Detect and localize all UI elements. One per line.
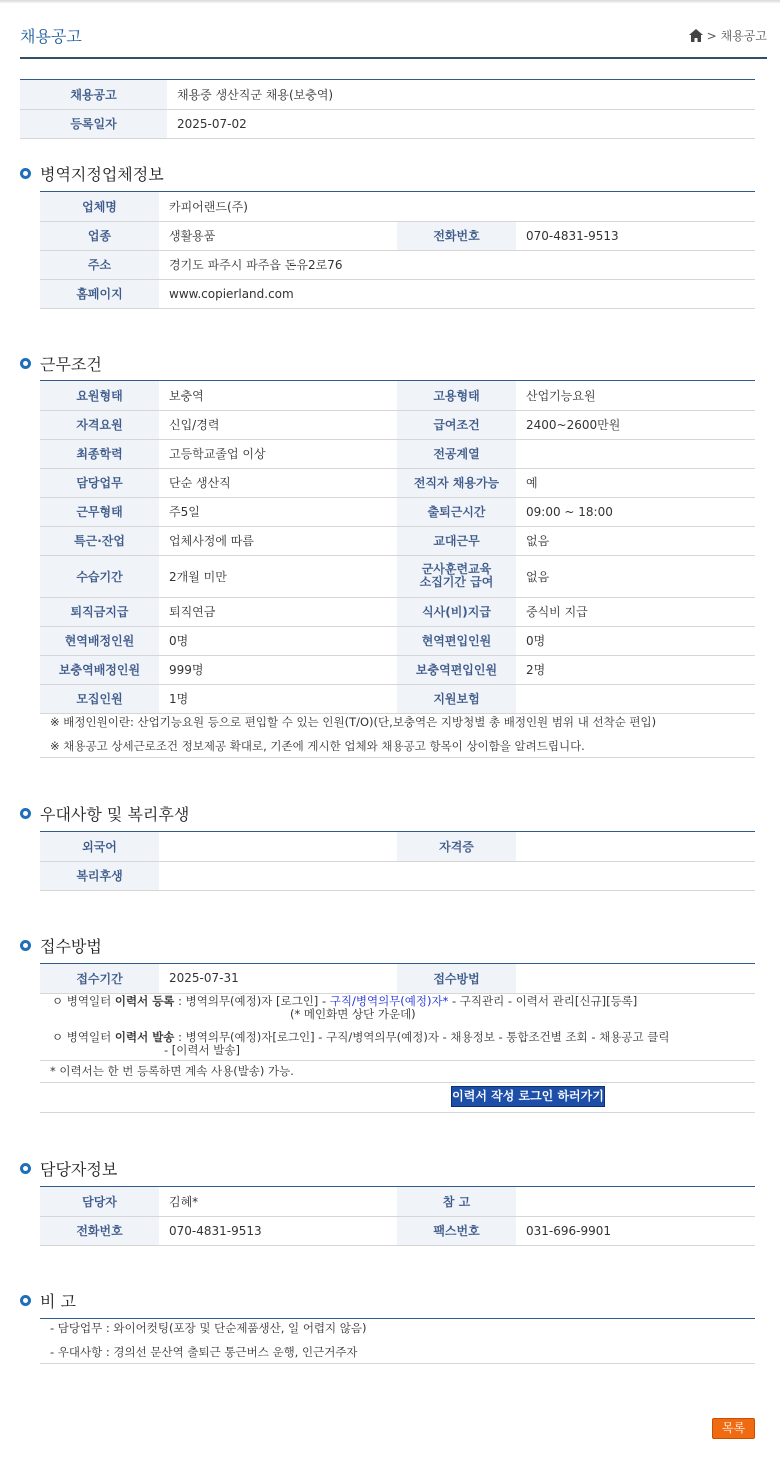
- company-table: [40, 191, 755, 309]
- section-title-company: [20, 162, 164, 185]
- cond-value: 중식비 지급: [516, 597, 755, 626]
- table-row: [40, 468, 755, 497]
- cond-label: 급여조건: [397, 410, 516, 439]
- resume-login-button[interactable]: 이력서 작성 로그인 하러가기: [451, 1086, 605, 1107]
- cond-label-line: 군사훈련교육: [421, 562, 492, 576]
- table-row: [20, 80, 755, 109]
- cond-value: [516, 439, 755, 468]
- table-row: [40, 381, 755, 410]
- section-title-apply: [20, 934, 102, 957]
- remarks-line-2: - 우대사항 : 경의선 문산역 출퇴근 통근버스 운행, 인근거주자: [40, 1344, 755, 1364]
- instruction-send: [40, 1031, 755, 1044]
- cond-label: 식사(비)지급: [397, 597, 516, 626]
- table-row: [40, 1216, 755, 1245]
- page-header: [20, 16, 767, 59]
- cond-value: 999명: [159, 655, 397, 684]
- job-seeker-link[interactable]: 구직/병역의무(예정)자*: [329, 994, 449, 1008]
- apply-table: [40, 963, 755, 994]
- section-title-text: 병역지정업체정보: [40, 165, 164, 184]
- section-title-text: 우대사항 및 복리후생: [40, 805, 190, 824]
- cond-value: 퇴직연금: [159, 597, 397, 626]
- breadcrumb-current: 채용공고: [720, 29, 767, 43]
- cond-value: 없음: [516, 555, 755, 597]
- welfare-label: 복리후생: [40, 861, 159, 890]
- cond-value: 0명: [159, 626, 397, 655]
- cond-label: 특근·잔업: [40, 526, 159, 555]
- list-button[interactable]: 목록: [712, 1418, 755, 1439]
- lang-value: [159, 832, 397, 861]
- table-row: [40, 555, 755, 597]
- cond-label: 수습기간: [40, 555, 159, 597]
- cond-label: 퇴직금지급: [40, 597, 159, 626]
- table-row: [40, 279, 755, 308]
- summary-table: [20, 79, 755, 139]
- cond-label: 최종학력: [40, 439, 159, 468]
- cert-label: 자격증: [397, 832, 516, 861]
- apply-instructions: [40, 995, 755, 1057]
- instruction-text: ㅇ 병역일터: [52, 1030, 115, 1044]
- instruction-bold: 이력서 발송: [114, 1030, 175, 1044]
- cond-label: 고용형태: [397, 381, 516, 410]
- conditions-note-1: ※ 배정인원이란: 산업기능요원 등으로 편입할 수 있는 인원(T/O)(단,보충역은 지방청별 총 배정인원 범위 내 선착순 편입): [50, 715, 657, 729]
- person-value: 김혜*: [159, 1187, 397, 1216]
- cond-value: 주5일: [159, 497, 397, 526]
- section-title-remarks: [20, 1289, 76, 1312]
- table-row: [40, 597, 755, 626]
- cond-label: 모집인원: [40, 684, 159, 713]
- cond-label: 담당업무: [40, 468, 159, 497]
- address-label: 주소: [40, 250, 159, 279]
- period-value: 2025-07-31: [159, 964, 397, 993]
- table-row: [40, 626, 755, 655]
- cond-label: 출퇴근시간: [397, 497, 516, 526]
- company-name-value: 카피어랜드(주): [159, 192, 755, 221]
- table-row: [20, 109, 755, 138]
- cond-label: 보충역배정인원: [40, 655, 159, 684]
- table-row: [40, 439, 755, 468]
- table-row: [40, 655, 755, 684]
- cond-label: 근무형태: [40, 497, 159, 526]
- recruit-value: 채용중 생산직군 채용(보충역): [167, 80, 755, 109]
- bullet-icon: [20, 168, 31, 179]
- table-row: [40, 497, 755, 526]
- table-row: [40, 221, 755, 250]
- instruction-bold: 이력서 등록: [114, 994, 175, 1008]
- phone-label: 전화번호: [397, 221, 516, 250]
- cond-value: 2개월 미만: [159, 555, 397, 597]
- cond-value: 0명: [516, 626, 755, 655]
- reg-date-value: 2025-07-02: [167, 109, 755, 138]
- section-title-text: 담당자정보: [40, 1160, 118, 1179]
- method-label: 접수방법: [397, 964, 516, 993]
- contact-phone-value: 070-4831-9513: [159, 1216, 397, 1245]
- bullet-icon: [20, 1163, 31, 1174]
- cond-label: 보충역편입인원: [397, 655, 516, 684]
- method-value: [516, 964, 755, 993]
- cond-value: 2400~2600만원: [516, 410, 755, 439]
- cond-value: 고등학교졸업 이상: [159, 439, 397, 468]
- cond-value: 2명: [516, 655, 755, 684]
- contact-phone-label: 전화번호: [40, 1216, 159, 1245]
- industry-value: 생활용품: [159, 221, 397, 250]
- section-title-contact: [20, 1157, 117, 1180]
- cond-value: 예: [516, 468, 755, 497]
- contact-table: [40, 1186, 755, 1246]
- company-name-label: 업체명: [40, 192, 159, 221]
- cond-value: 단순 생산직: [159, 468, 397, 497]
- table-row: [40, 832, 755, 861]
- instruction-text: ㅇ 병역일터: [52, 994, 115, 1008]
- section-title-conditions: [20, 352, 102, 375]
- table-row: [40, 861, 755, 890]
- cond-value: 업체사정에 따름: [159, 526, 397, 555]
- cond-label: 전직자 채용가능: [397, 468, 516, 497]
- table-row: [40, 410, 755, 439]
- breadcrumb: [689, 27, 767, 44]
- lang-label: 외국어: [40, 832, 159, 861]
- instruction-register-sub: (* 메인화면 상단 가운데): [290, 1007, 416, 1021]
- divider: [40, 1082, 755, 1083]
- bullet-icon: [20, 940, 31, 951]
- remarks-line-1: - 담당업무 : 와이어컷팅(포장 및 단순제품생산, 일 어렵지 않음): [50, 1321, 367, 1335]
- cond-label: 교대근무: [397, 526, 516, 555]
- instruction-text: : 병역의무(예정)자[로그인] - 구직/병역의무(예정)자 - 채용정보 - 통합조건별 조회 - 채용공고 클릭: [174, 1030, 670, 1044]
- remarks-top-line: [40, 1318, 755, 1319]
- cond-label-training: [397, 555, 516, 597]
- cond-value: 09:00 ~ 18:00: [516, 497, 755, 526]
- table-row: [40, 192, 755, 221]
- benefits-table: [40, 831, 755, 891]
- bullet-icon: [20, 1295, 31, 1306]
- ref-value: [516, 1187, 755, 1216]
- cond-label-line: 소집기간 급여: [419, 575, 494, 589]
- industry-label: 업종: [40, 221, 159, 250]
- person-label: 담당자: [40, 1187, 159, 1216]
- table-row: [40, 250, 755, 279]
- cond-value: [516, 684, 755, 713]
- top-shadow-line: [0, 0, 780, 3]
- reg-date-label: 등록일자: [20, 109, 167, 138]
- cert-value: [516, 832, 755, 861]
- section-title-benefits: [20, 802, 189, 825]
- table-row: [40, 526, 755, 555]
- table-row: [40, 964, 755, 993]
- instruction-text: : 병역의무(예정)자 [로그인] -: [174, 994, 330, 1008]
- section-title-text: 근무조건: [40, 355, 102, 374]
- section-title-text: 접수방법: [40, 937, 102, 956]
- address-value: 경기도 파주시 파주읍 돈유2로76: [159, 250, 755, 279]
- cond-label: 지원보험: [397, 684, 516, 713]
- conditions-note-2: ※ 채용공고 상세근로조건 정보제공 확대로, 기존에 게시한 업체와 채용공고 항목이 상이함을 알려드립니다.: [40, 738, 755, 758]
- conditions-table: [40, 380, 755, 714]
- recruit-label: 채용공고: [20, 80, 167, 109]
- cond-label: 현역편입인원: [397, 626, 516, 655]
- apply-note: * 이력서는 한 번 등록하면 계속 사용(발송) 가능.: [50, 1064, 294, 1078]
- fax-label: 팩스번호: [397, 1216, 516, 1245]
- cond-label: 전공계열: [397, 439, 516, 468]
- period-label: 접수기간: [40, 964, 159, 993]
- cond-value: 1명: [159, 684, 397, 713]
- cond-value: 보충역: [159, 381, 397, 410]
- cond-label: 자격요원: [40, 410, 159, 439]
- cond-label: 요원형태: [40, 381, 159, 410]
- phone-value: 070-4831-9513: [516, 221, 755, 250]
- homepage-label: 홈페이지: [40, 279, 159, 308]
- cond-value: 산업기능요원: [516, 381, 755, 410]
- instruction-send-sub: - [이력서 발송]: [164, 1043, 240, 1057]
- bullet-icon: [20, 358, 31, 369]
- homepage-link[interactable]: www.copierland.com: [159, 279, 755, 308]
- divider: [40, 1060, 755, 1061]
- divider: [40, 1112, 755, 1113]
- cond-value: 없음: [516, 526, 755, 555]
- cond-value: 신입/경력: [159, 410, 397, 439]
- breadcrumb-separator: >: [706, 28, 717, 43]
- table-row: [40, 684, 755, 713]
- page-title: 채용공고: [20, 27, 82, 46]
- home-icon[interactable]: [689, 29, 703, 42]
- ref-label: 참 고: [397, 1187, 516, 1216]
- welfare-value: [159, 861, 755, 890]
- instruction-text: - 구직관리 - 이력서 관리[신규][등록]: [448, 994, 638, 1008]
- table-row: [40, 1187, 755, 1216]
- section-title-text: 비 고: [40, 1292, 76, 1311]
- cond-label: 현역배정인원: [40, 626, 159, 655]
- bullet-icon: [20, 808, 31, 819]
- fax-value: 031-696-9901: [516, 1216, 755, 1245]
